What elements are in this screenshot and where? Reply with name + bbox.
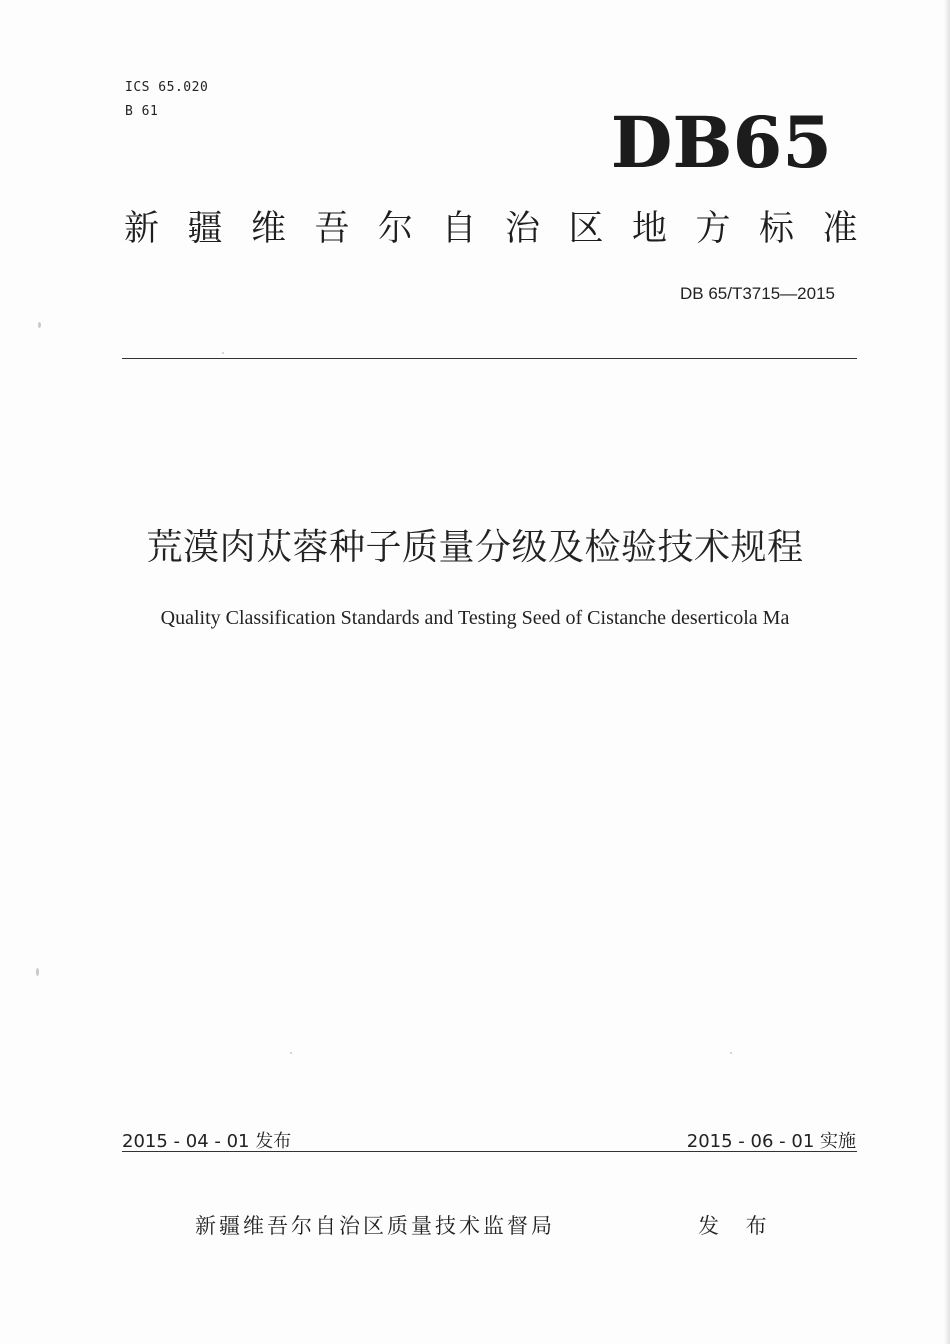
issue-date: 2015 - 04 - 01 发布 [122, 1131, 292, 1152]
publish-label: 发 布 [698, 1214, 777, 1238]
scan-speck [290, 1052, 292, 1054]
standard-type-heading: 新疆维吾尔自治区地方标准 [124, 209, 887, 249]
document-title-english: Quality Classification Standards and Testing Seed of Cistanche deserticola Ma [160, 607, 790, 629]
implementation-date: 2015 - 06 - 01 实施 [686, 1131, 856, 1152]
scan-speck [38, 322, 41, 328]
standard-number: DB 65/T3715—2015 [680, 284, 835, 303]
publishing-authority: 新疆维吾尔自治区质量技术监督局 [195, 1214, 555, 1238]
scan-edge-shadow [944, 0, 950, 1344]
top-divider [122, 358, 857, 359]
bottom-divider [122, 1151, 857, 1152]
scan-speck [36, 968, 39, 976]
scan-speck [222, 352, 224, 354]
document-title-chinese: 荒漠肉苁蓉种子质量分级及检验技术规程 [146, 527, 804, 568]
db65-logo: DB65 [610, 101, 832, 184]
ics-code: ICS 65.020 [125, 80, 209, 95]
ccs-code: B 61 [125, 104, 159, 119]
scan-speck [730, 1052, 732, 1054]
